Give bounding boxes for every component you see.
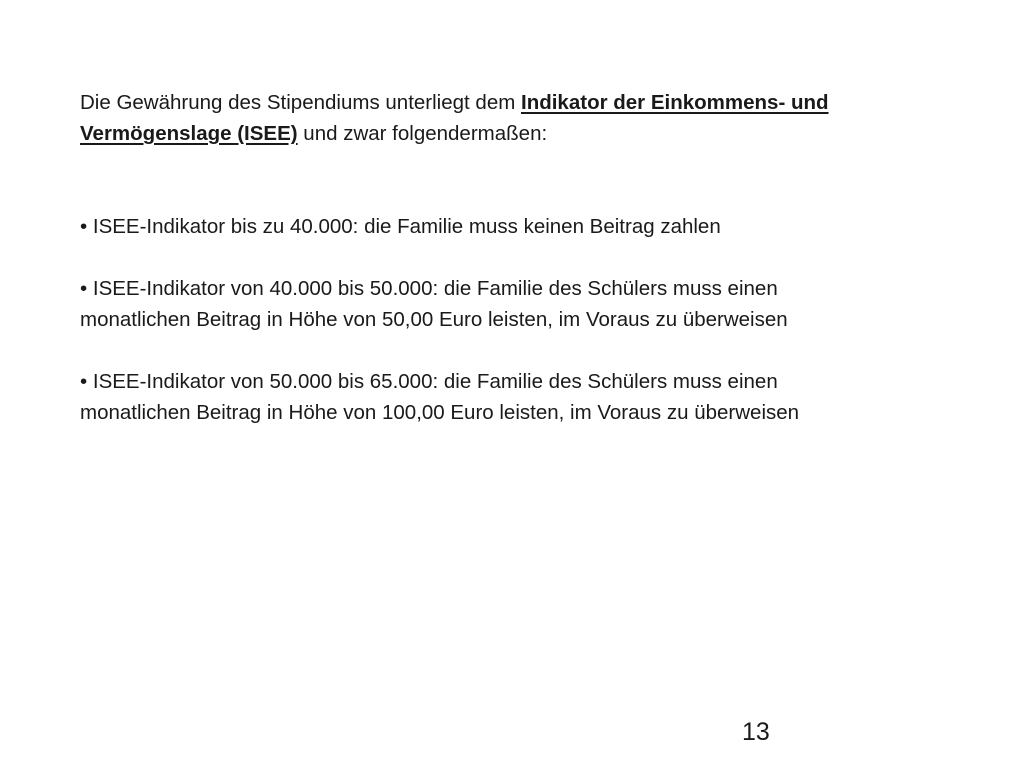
bullet-2-line2: monatlichen Beitrag in Höhe von 50,00 Euro leisten, im Voraus zu überweisen — [80, 308, 788, 331]
page-number: 13 — [742, 718, 770, 746]
bullet-2-line1: • ISEE-Indikator von 40.000 bis 50.000: die Familie des Schülers muss einen — [80, 277, 778, 300]
intro-paragraph — [80, 87, 980, 149]
isee-term-line1: Indikator der Einkommens- und — [521, 91, 829, 114]
bullet-1-line1: • ISEE-Indikator bis zu 40.000: die Familie muss keinen Beitrag zahlen — [80, 215, 721, 238]
bullet-item-3 — [80, 366, 980, 428]
spacer — [80, 149, 980, 211]
isee-term-line2: Vermögenslage (ISEE) — [80, 122, 298, 145]
bullet-item-2 — [80, 273, 980, 335]
intro-text-before: Die Gewährung des Stipendiums unterliegt dem — [80, 91, 521, 114]
bullet-3-line2: monatlichen Beitrag in Höhe von 100,00 Euro leisten, im Voraus zu überweisen — [80, 401, 800, 424]
spacer — [80, 335, 980, 366]
intro-text-after: und zwar folgendermaßen: — [297, 122, 548, 145]
slide-body — [80, 87, 980, 428]
bullet-3-line1: • ISEE-Indikator von 50.000 bis 65.000: die Familie des Schülers muss einen — [80, 370, 778, 393]
bullet-item-1 — [80, 211, 980, 242]
spacer — [80, 242, 980, 273]
